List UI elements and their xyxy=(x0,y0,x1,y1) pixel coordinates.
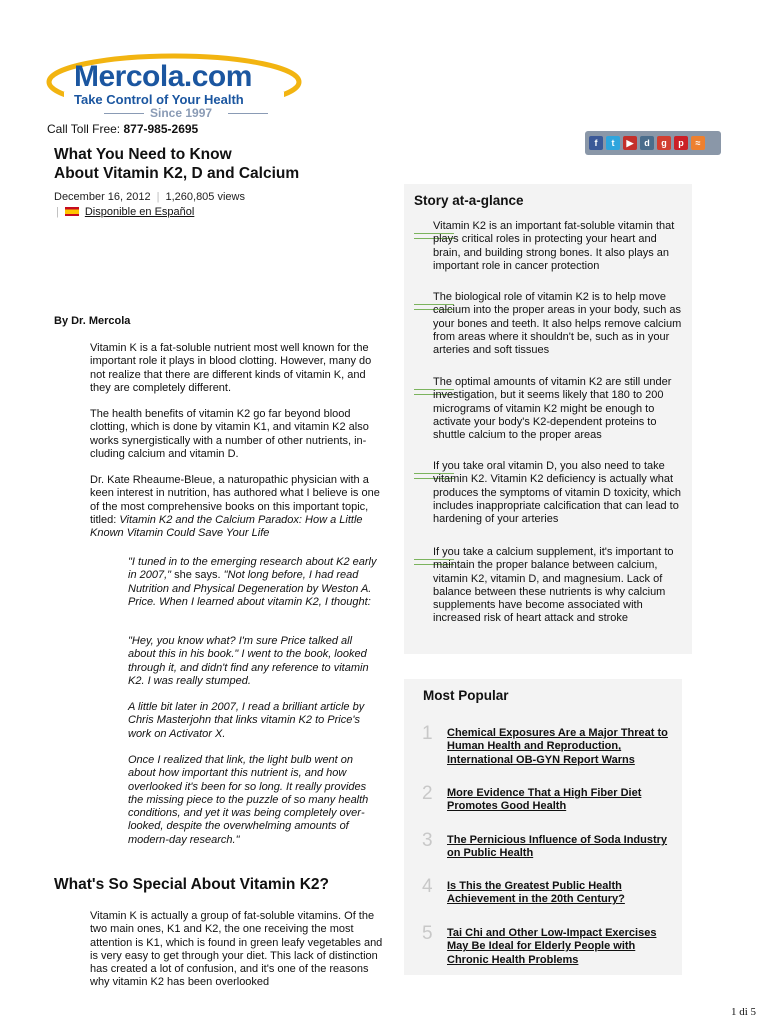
popular-article-link[interactable]: Chemical Exposures Are a Major Threat to Human Health and Reproduction, International OB-GYN Report Warns xyxy=(447,727,668,766)
title-line: What You Need to Know xyxy=(54,146,232,163)
language-switch xyxy=(56,206,194,218)
spanish-version-link[interactable]: Disponible en Español xyxy=(84,206,195,218)
article-paragraph: Vitamin K is actually a group of fat-soluble vitamins. Of the two main ones, K1 and K2, the one receiving the most attention is K1, which is found in green leafy vegetables and is very easy to get through your diet. This lack of distinction has created a lot of confusion, and it's one of the reasons why vitamin K2 has been overlooked xyxy=(90,910,383,989)
glance-item: Vitamin K2 is an important fat-soluble vitamin that plays critical roles in protecting your heart and brain, and building strong bones. It also plays an important role in cancer protection xyxy=(433,220,675,272)
quote-text: "I tuned in to the emerging research about K2 early in 2007," xyxy=(128,556,377,582)
section-heading: What's So Special About Vitamin K2? xyxy=(54,876,329,893)
toll-free-line xyxy=(47,122,198,136)
logo-since: Since 1997 xyxy=(150,106,213,120)
logo-tagline: Take Control of Your Health xyxy=(74,92,244,107)
popular-article-link[interactable]: Tai Chi and Other Low-Impact Exercises May Be Ideal for Elderly People with Chronic Health Problems xyxy=(447,927,657,966)
rank-number: 2 xyxy=(422,783,433,804)
article-meta xyxy=(54,191,245,203)
spain-flag-icon xyxy=(65,207,79,216)
rank-number: 3 xyxy=(422,830,433,851)
article-paragraph: Vitamin K is a fat-soluble nutrient most well known for the important role it plays in blood clotting. However, many do not realize that there are different kinds of vitamin K, and they are completely different. xyxy=(90,342,372,394)
popular-article-link[interactable]: Is This the Greatest Public Health Achievement in the 20th Century? xyxy=(447,880,625,906)
glance-item: The optimal amounts of vitamin K2 are still under investigation, but it seems likely that 180 to 200 micrograms of vitamin K2 might be enough to activate your body's K2-dependent proteins to shuttle calcium to the proper areas xyxy=(433,376,672,442)
pinterest-icon[interactable]: p xyxy=(674,136,688,150)
digg-icon[interactable]: d xyxy=(640,136,654,150)
title-line: About Vitamin K2, D and Calcium xyxy=(54,165,300,182)
social-share-bar xyxy=(585,131,721,155)
glance-item: If you take a calcium supplement, it's important to maintain the proper balance between calcium, vitamin K2, vitamin D, and magnesium. Lack of balance between these nutrients is why calcium supplements have become associated with increased risk of heart attack and stroke xyxy=(433,546,674,625)
quote-paragraph: Once I realized that link, the light bulb went on about how important this nutrient is, and how overlooked it's been for so long. It really provides the missing piece to the puzzle of so many health conditions, and yet it was being completely overlooked, despite the overwhelming amounts of modern-day research." xyxy=(128,754,369,846)
article-paragraph: The health benefits of vitamin K2 go far beyond blood clotting, which is done by vitamin K1, and vitamin K2 also works synergistically with a number of other nutrients, including calcium and vitamin D. xyxy=(90,408,369,460)
logo-wordmark: Mercola.com xyxy=(74,60,252,93)
toll-label: Call Toll Free: xyxy=(47,122,121,136)
popular-article-link[interactable]: More Evidence That a High Fiber Diet Promotes Good Health xyxy=(447,787,642,813)
site-logo[interactable] xyxy=(44,52,304,124)
youtube-icon[interactable]: ▶ xyxy=(623,136,637,150)
glance-item: The biological role of vitamin K2 is to help move calcium into the proper areas in your body, such as your bones and teeth. It also helps remove calcium from areas where it shouldn't be, such as in your arteries and soft tissues xyxy=(433,291,682,357)
logo-divider xyxy=(228,113,268,114)
most-popular-box xyxy=(404,679,682,975)
google-plus-icon[interactable]: g xyxy=(657,136,671,150)
article-paragraph xyxy=(90,474,385,540)
quote-paragraph: A little bit later in 2007, I read a brilliant article by Chris Masterjohn that links vitamin K2 to Price's work on Activator X. xyxy=(128,701,365,740)
twitter-icon[interactable]: t xyxy=(606,136,620,150)
glance-title: Story at-a-glance xyxy=(414,193,524,208)
glance-item: If you take oral vitamin D, you also need to take vitamin K2. Vitamin K2 deficiency is actually what produces the symptoms of vitamin D toxicity, which includes inappropriate calcification that can lead to hardening of your arteries xyxy=(433,460,681,526)
logo-divider xyxy=(104,113,144,114)
rank-number: 1 xyxy=(422,723,433,744)
rank-number: 4 xyxy=(422,876,433,897)
popular-title: Most Popular xyxy=(423,688,509,703)
rss-icon[interactable]: ≈ xyxy=(691,136,705,150)
paragraph-text: Dr. Kate Rheaume-Bleue, a naturopathic physician with a keen interest in nutrition, has authored what I believe is one of the most comprehensive books on this important topic, titled: xyxy=(90,474,380,526)
article-title xyxy=(54,145,374,183)
divider: | xyxy=(56,206,59,218)
quote-text: "Not long before, I had read Nutrition and Physical Degeneration by Weston A. Price. When I learned about vitamin K2, I thought: xyxy=(128,569,372,608)
author-byline: By Dr. Mercola xyxy=(54,315,131,327)
publish-date: December 16, 2012 xyxy=(54,191,151,203)
divider: | xyxy=(156,191,160,203)
quote-paragraph xyxy=(128,556,380,609)
story-at-a-glance-box xyxy=(404,184,692,654)
rank-number: 5 xyxy=(422,923,433,944)
quote-attribution: she says. xyxy=(171,569,224,582)
quote-paragraph: "Hey, you know what? I'm sure Price talked all about this in his book." I went to the book, looked through it, and didn't find any reference to vitamin K2. I was really stumped. xyxy=(128,635,369,687)
popular-article-link[interactable]: The Pernicious Influence of Soda Industry on Public Health xyxy=(447,834,668,860)
view-count: 1,260,805 views xyxy=(165,191,245,203)
facebook-icon[interactable]: f xyxy=(589,136,603,150)
toll-number[interactable]: 877-985-2695 xyxy=(123,122,199,136)
book-title: Vitamin K2 and the Calcium Paradox: How a Little Known Vitamin Could Save Your Life xyxy=(90,513,363,540)
page-number: 1 di 5 xyxy=(730,1006,756,1018)
